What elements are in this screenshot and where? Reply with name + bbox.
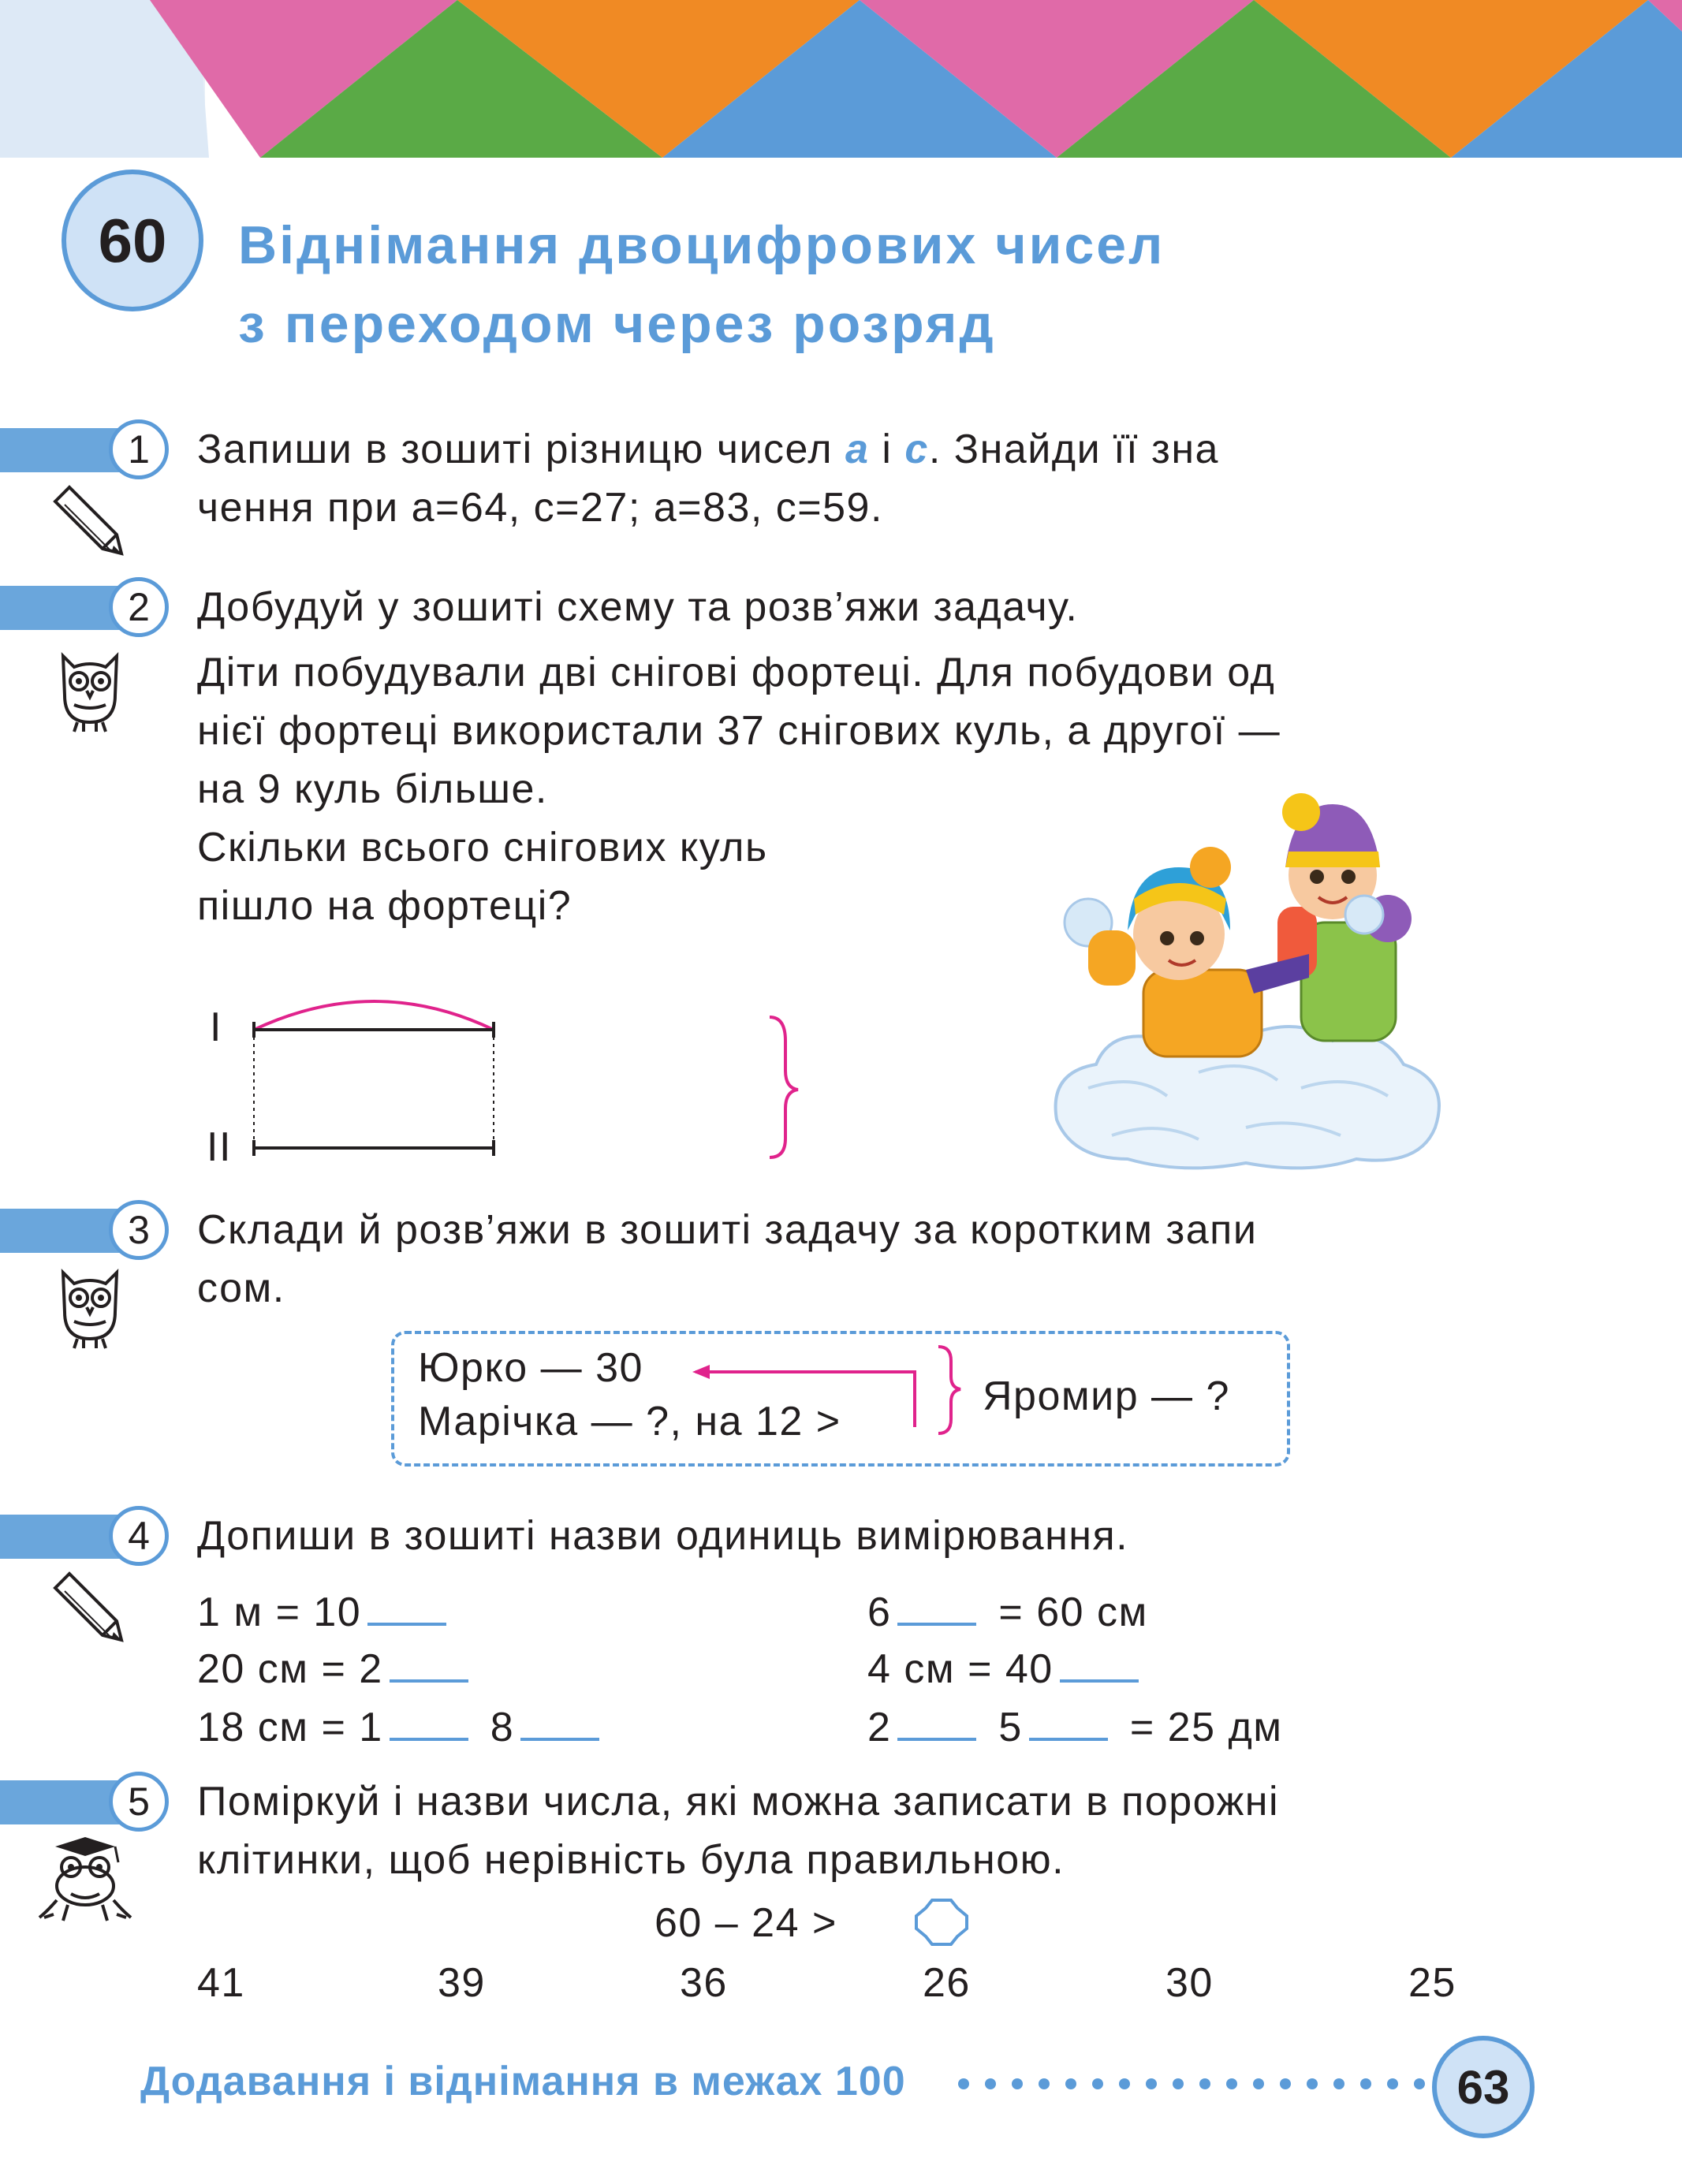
task-number-4: 4 xyxy=(109,1506,169,1566)
option-number: 36 xyxy=(680,1960,728,2006)
unit-row-left-3 xyxy=(197,1698,599,1757)
unit-blank[interactable] xyxy=(1060,1645,1139,1683)
task-number-2: 2 xyxy=(109,577,169,637)
task2-line5: Скільки всього снігових куль xyxy=(197,825,768,870)
task-number-5: 5 xyxy=(109,1772,169,1832)
option-number: 25 xyxy=(1408,1960,1456,2006)
unit-row-left-2 xyxy=(197,1640,468,1698)
unit-expr: 8 xyxy=(490,1705,515,1750)
note-row-1: Юрко — 30 xyxy=(418,1345,643,1391)
unit-blank[interactable] xyxy=(367,1588,446,1626)
unit-row-right-1 xyxy=(867,1583,1148,1642)
task2-line6: пішло на фортеці? xyxy=(197,883,572,929)
task-number-3: 3 xyxy=(109,1200,169,1260)
unit-expr: 2 xyxy=(867,1705,892,1750)
unit-row-left-1 xyxy=(197,1583,446,1642)
task1-line2: чення при a=64, c=27; a=83, c=59. xyxy=(197,485,883,531)
note-arrow-and-brace xyxy=(678,1340,962,1443)
option-number: 41 xyxy=(197,1960,245,2006)
unit-blank[interactable] xyxy=(520,1703,599,1741)
owl-icon xyxy=(52,648,128,736)
pencil-icon xyxy=(50,483,126,558)
section-footer-title: Додавання і віднімання в межах 100 xyxy=(140,2059,906,2104)
unit-blank[interactable] xyxy=(390,1645,468,1683)
page-number-badge xyxy=(1432,2036,1535,2138)
unit-blank[interactable] xyxy=(1029,1703,1108,1741)
task1-text-b: . Знайди її зна xyxy=(928,427,1219,472)
pencil-icon xyxy=(50,1569,126,1645)
scheme-label-1: I xyxy=(210,1004,222,1050)
option-number: 26 xyxy=(923,1960,971,2006)
task4-line1: Допиши в зошиті назви одиниць вимірювання. xyxy=(197,1513,1129,1559)
option-number: 30 xyxy=(1165,1960,1214,2006)
task3-line1: Склади й розв’яжи в зошиті задачу за коротким запи xyxy=(197,1207,1258,1253)
lesson-title-line2: з переходом через розряд xyxy=(238,294,996,354)
frog-graduate-icon xyxy=(36,1836,136,1927)
task2-line4: на 9 куль більше. xyxy=(197,766,548,812)
task1-conj: і xyxy=(869,427,905,472)
unit-blank[interactable] xyxy=(897,1703,976,1741)
unit-expr: 4 см = 40 xyxy=(867,1646,1054,1692)
unit-blank[interactable] xyxy=(897,1588,976,1626)
unit-row-right-3 xyxy=(867,1698,1283,1757)
task5-line1: Поміркуй і назви числа, які можна записати в порожні xyxy=(197,1779,1280,1824)
unit-expr: 1 м = 10 xyxy=(197,1590,362,1635)
lesson-number-badge xyxy=(62,170,203,311)
scheme-arc xyxy=(254,1001,494,1030)
unit-expr: 18 см = 1 xyxy=(197,1705,383,1750)
task5-line2: клітинки, щоб нерівність була правильною. xyxy=(197,1837,1065,1883)
option-number: 39 xyxy=(438,1960,486,2006)
empty-cell-shape[interactable] xyxy=(913,1897,970,1947)
task2-line3: нієї фортеці використали 37 снігових куль, а другої — xyxy=(197,708,1281,754)
unit-expr: 5 xyxy=(998,1705,1023,1750)
children-snow-illustration xyxy=(1041,788,1451,1175)
unit-expr: = 25 дм xyxy=(1129,1705,1283,1750)
unit-expr: = 60 см xyxy=(998,1590,1148,1635)
unit-expr: 20 см = 2 xyxy=(197,1646,383,1692)
lesson-title-line1: Віднімання двоцифрових чисел xyxy=(238,215,1165,275)
inequality: 60 – 24 > xyxy=(655,1900,837,1946)
task2-line2: Діти побудували дві снігові фортеці. Для побудови од xyxy=(197,650,1276,695)
unit-row-right-2 xyxy=(867,1640,1139,1698)
owl-icon xyxy=(52,1265,128,1353)
task1-line1 xyxy=(197,420,1219,479)
scheme-diagram xyxy=(237,978,820,1167)
task3-line2: сом. xyxy=(197,1265,285,1311)
top-banner xyxy=(0,0,1682,158)
scheme-label-2: II xyxy=(207,1124,232,1170)
footer-dots xyxy=(956,2072,1429,2096)
task1-text-a: Запиши в зошиті різницю чисел xyxy=(197,427,846,472)
variable-a: a xyxy=(845,427,870,472)
variable-c: c xyxy=(904,427,929,472)
task-number-1: 1 xyxy=(109,419,169,479)
task2-line1: Добудуй у зошиті схему та розв’яжи задачу. xyxy=(197,584,1079,630)
unit-expr: 6 xyxy=(867,1590,892,1635)
page-number: 63 xyxy=(1456,2060,1510,2114)
scheme-brace xyxy=(770,1017,798,1157)
unit-blank[interactable] xyxy=(390,1703,468,1741)
lesson-number: 60 xyxy=(98,205,167,275)
note-row-2: Марічка — ?, на 12 > xyxy=(418,1399,841,1444)
note-right: Яромир — ? xyxy=(983,1373,1230,1419)
